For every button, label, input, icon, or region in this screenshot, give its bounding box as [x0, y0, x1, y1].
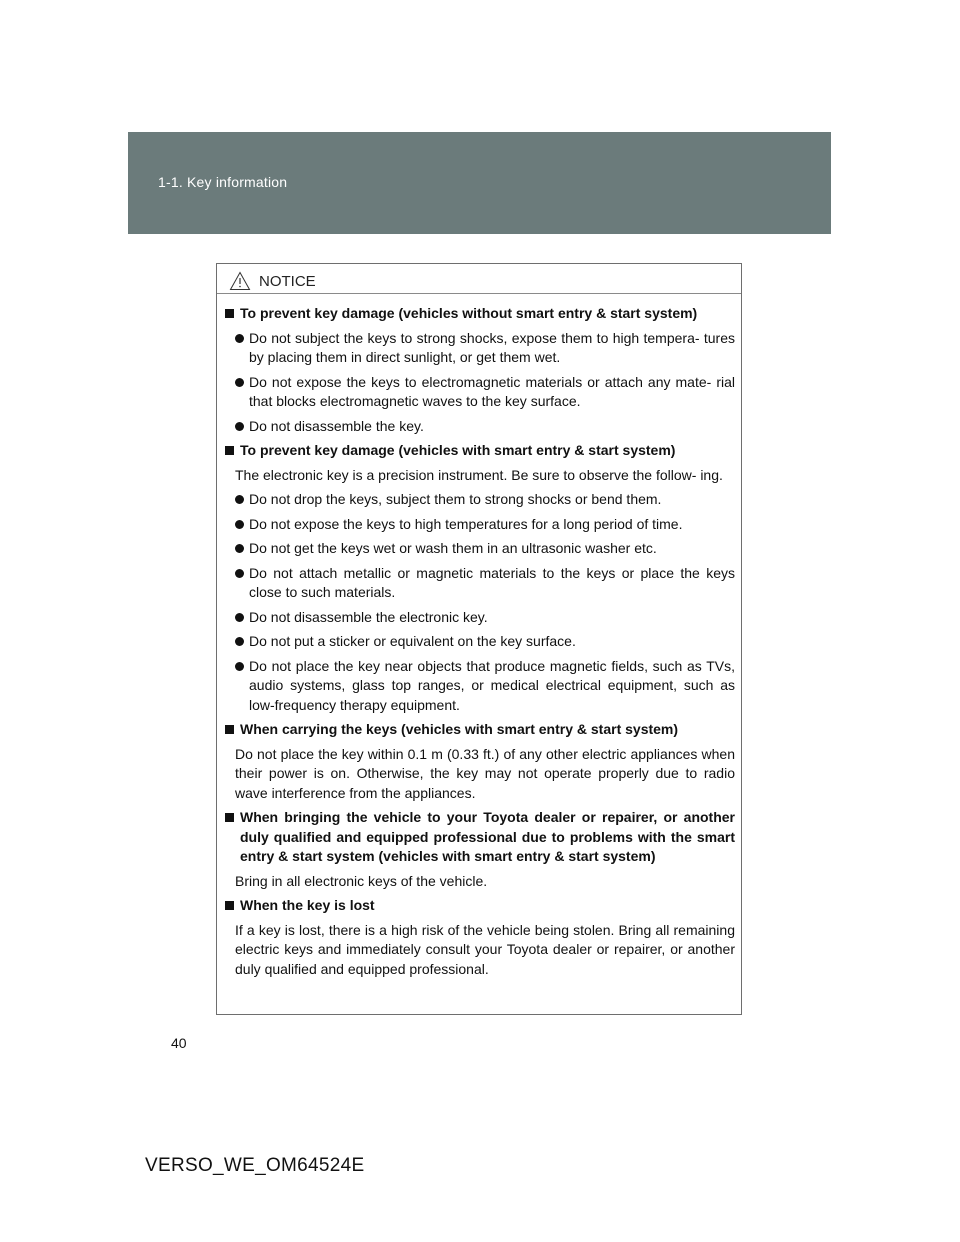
round-bullet-icon — [235, 334, 244, 343]
bullet-item: Do not expose the keys to high temperatures for a long period of time. — [223, 515, 735, 535]
page-number: 40 — [171, 1035, 187, 1051]
bullet-item: Do not get the keys wet or wash them in an ultrasonic washer etc. — [223, 539, 735, 559]
section-paragraph: If a key is lost, there is a high risk of the vehicle being stolen. Bring all remaining electric keys and immediately consult your Toyota dealer or repairer, or another duly qualified and equipped professional. — [235, 921, 735, 977]
notice-divider — [217, 293, 741, 294]
warning-triangle-icon — [229, 271, 251, 291]
bullet-item: Do not expose the keys to electromagnetic materials or attach any mate- rial that blocks electromagnetic waves to the key surface. — [223, 373, 735, 412]
bullet-item: Do not disassemble the key. — [223, 417, 735, 437]
square-bullet-icon — [225, 309, 234, 318]
round-bullet-icon — [235, 613, 244, 622]
bullet-item: Do not put a sticker or equivalent on the key surface. — [223, 632, 735, 652]
section-title: 1-1. Key information — [158, 174, 288, 190]
document-code: VERSO_WE_OM64524E — [145, 1155, 365, 1176]
section-heading: When the key is lost — [223, 896, 735, 916]
section-heading: When carrying the keys (vehicles with smart entry & start system) — [223, 720, 735, 740]
bullet-item: Do not disassemble the electronic key. — [223, 608, 735, 628]
round-bullet-icon — [235, 378, 244, 387]
square-bullet-icon — [225, 901, 234, 910]
round-bullet-icon — [235, 569, 244, 578]
section-heading: To prevent key damage (vehicles with smart entry & start system) — [223, 441, 735, 461]
square-bullet-icon — [225, 446, 234, 455]
square-bullet-icon — [225, 813, 234, 822]
section-heading: To prevent key damage (vehicles without smart entry & start system) — [223, 304, 735, 324]
bullet-item: Do not subject the keys to strong shocks, expose them to high tempera- tures by placing them in direct sunlight, or get them wet. — [223, 329, 735, 368]
section-paragraph: Bring in all electronic keys of the vehicle. — [235, 872, 488, 889]
section-heading: When bringing the vehicle to your Toyota dealer or repairer, or another duly qualified and equipped professional due to problems with the smart entry & start system (vehicles with smart entry & start system) — [223, 808, 735, 867]
section-header-bar — [128, 132, 831, 234]
square-bullet-icon — [225, 725, 234, 734]
notice-label: NOTICE — [259, 272, 316, 290]
round-bullet-icon — [235, 637, 244, 646]
bullet-item: Do not attach metallic or magnetic materials to the keys or place the keys close to such materials. — [223, 564, 735, 603]
section-paragraph: The electronic key is a precision instrument. Be sure to observe the follow- ing. — [235, 466, 723, 483]
round-bullet-icon — [235, 662, 244, 671]
round-bullet-icon — [235, 495, 244, 504]
section-paragraph: Do not place the key within 0.1 m (0.33 ft.) of any other electric appliances when their power is on. Otherwise, the key may not operate properly due to radio wave interference from the appliances. — [235, 745, 735, 801]
notice-content — [223, 304, 735, 984]
notice-header — [229, 270, 316, 292]
bullet-item: Do not drop the keys, subject them to strong shocks or bend them. — [223, 490, 735, 510]
round-bullet-icon — [235, 520, 244, 529]
notice-box — [216, 263, 742, 1015]
bullet-item: Do not place the key near objects that produce magnetic fields, such as TVs, audio systems, glass top ranges, or medical electrical equipment, such as low-frequency therapy equipment. — [223, 657, 735, 716]
round-bullet-icon — [235, 544, 244, 553]
round-bullet-icon — [235, 422, 244, 431]
